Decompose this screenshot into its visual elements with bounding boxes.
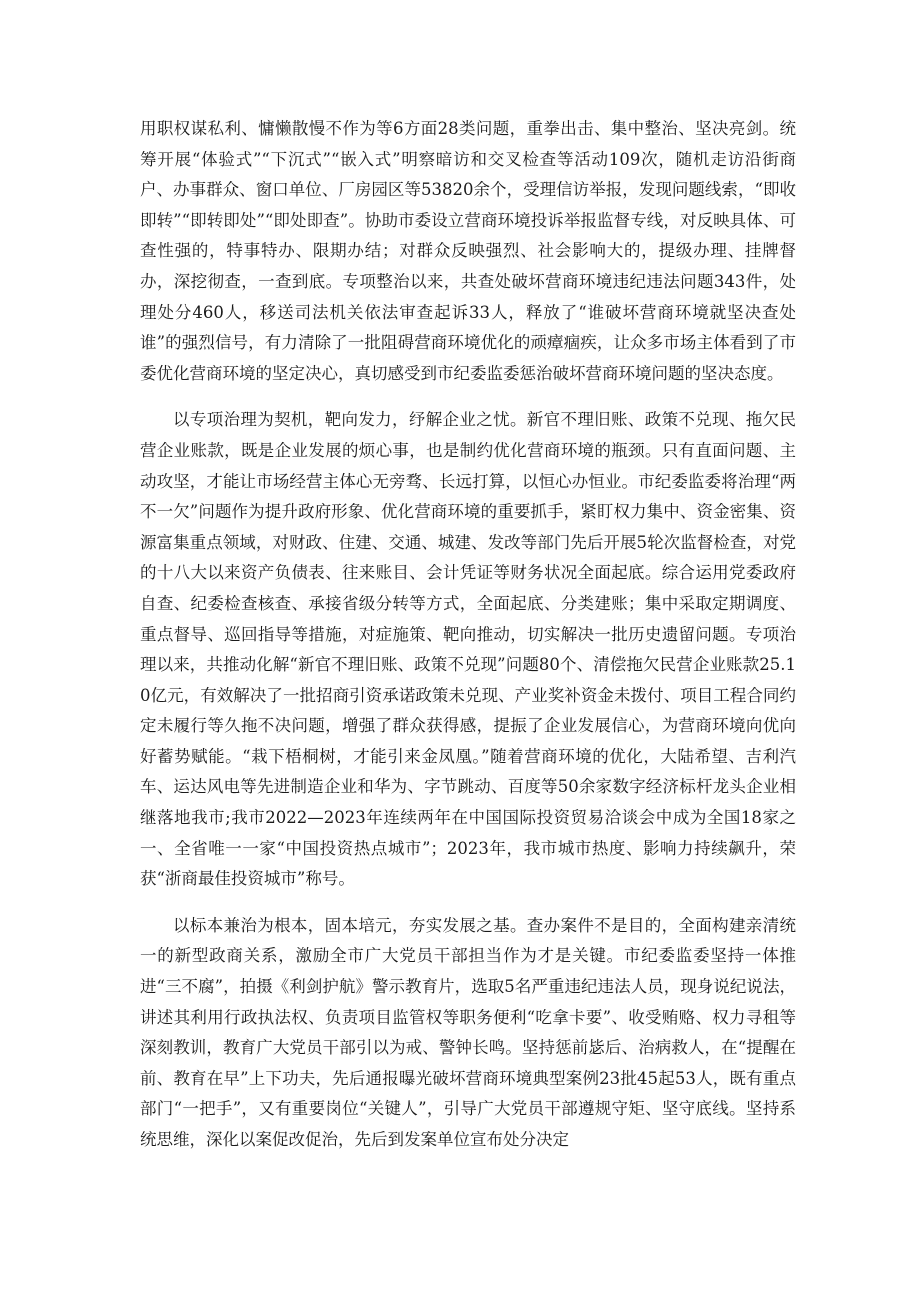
document-body <box>140 114 796 1172</box>
paragraph-3: 以标本兼治为根本，固本培元，夯实发展之基。查办案件不是目的，全面构建亲清统一的新型政商关系，激励全市广大党员干部担当作为才是关键。市纪委监委坚持一体推进“三不腐”，拍摄《利剑护航》警示教育片，选取5名严重违纪违法人员，现身说纪说法，讲述其利用行政执法权、负责项目监管权等职务便利“吃拿卡要”、收受贿赂、权力寻租等深刻教训，教育广大党员干部引以为戒、警钟长鸣。坚持惩前毖后、治病救人，在“提醒在前、教育在早”上下功夫，先后通报曝光破坏营商环境典型案例23批45起53人，既有重点部门“一把手”，又有重要岗位“关键人”，引导广大党员干部遵规守矩、坚守底线。坚持系统思维，深化以案促改促治，先后到发案单位宣布处分决定 <box>140 915 796 1149</box>
paragraph-1: 用职权谋私利、慵懒散慢不作为等6方面28类问题，重拳出击、集中整治、坚决亮剑。统筹开展“体验式”“下沉式”“嵌入式”明察暗访和交叉检查等活动109次，随机走访沿街商户、办事群众、窗口单位、厂房园区等53820余个，受理信访举报，发现问题线索，“即收即转”“即转即处”“即处即查”。协助市委设立营商环境投诉举报监督专线，对反映具体、可查性强的，特事特办、限期办结；对群众反映强烈、社会影响大的，提级办理、挂牌督办，深挖彻查，一查到底。专项整治以来，共查处破坏营商环境违纪违法问题343件，处理处分460人，移送司法机关依法审查起诉33人，释放了“谁破坏营商环境就坚决查处谁”的强烈信号，有力清除了一批阻碍营商环境优化的顽瘴痼疾，让众多市场主体看到了市委优化营商环境的坚定决心，真切感受到市纪委监委惩治破坏营商环境问题的坚决态度。 <box>140 119 796 383</box>
paragraph-2: 以专项治理为契机，靶向发力，纾解企业之忧。新官不理旧账、政策不兑现、拖欠民营企业账款，既是企业发展的烦心事，也是制约优化营商环境的瓶颈。只有直面问题、主动攻坚，才能让市场经营主体心无旁骛、长远打算，以恒心办恒业。市纪委监委将治理“两不一欠”问题作为提升政府形象、优化营商环境的重要抓手，紧盯权力集中、资金密集、资源富集重点领域，对财政、住建、交通、城建、发改等部门先后开展5轮次监督检查，对党的十八大以来资产负债表、往来账目、会计凭证等财务状况全面起底。综合运用党委政府自查、纪委检查核查、承接省级分转等方式，全面起底、分类建账；集中采取定期调度、重点督导、巡回指导等措施，对症施策、靶向推动，切实解决一批历史遗留问题。专项治理以来，共推动化解“新官不理旧账、政策不兑现”问题80个、清偿拖欠民营企业账款25.10亿元，有效解决了一批招商引资承诺政策未兑现、产业奖补资金未拨付、项目工程合同约定未履行等久拖不决问题，增强了群众获得感，提振了企业发展信心，为营商环境向优向好蓄势赋能。“栽下梧桐树，才能引来金凤凰。”随着营商环境的优化，大陆希望、吉利汽车、运达风电等先进制造企业和华为、字节跳动、百度等50余家数字经济标杆龙头企业相继落地我市;我市2022—2023年连续两年在中国国际投资贸易洽谈会中成为全国18家之一、全省唯一一家“中国投资热点城市”；2023年，我市城市热度、影响力持续飙升，荣获“浙商最佳投资城市”称号。 <box>140 410 796 889</box>
